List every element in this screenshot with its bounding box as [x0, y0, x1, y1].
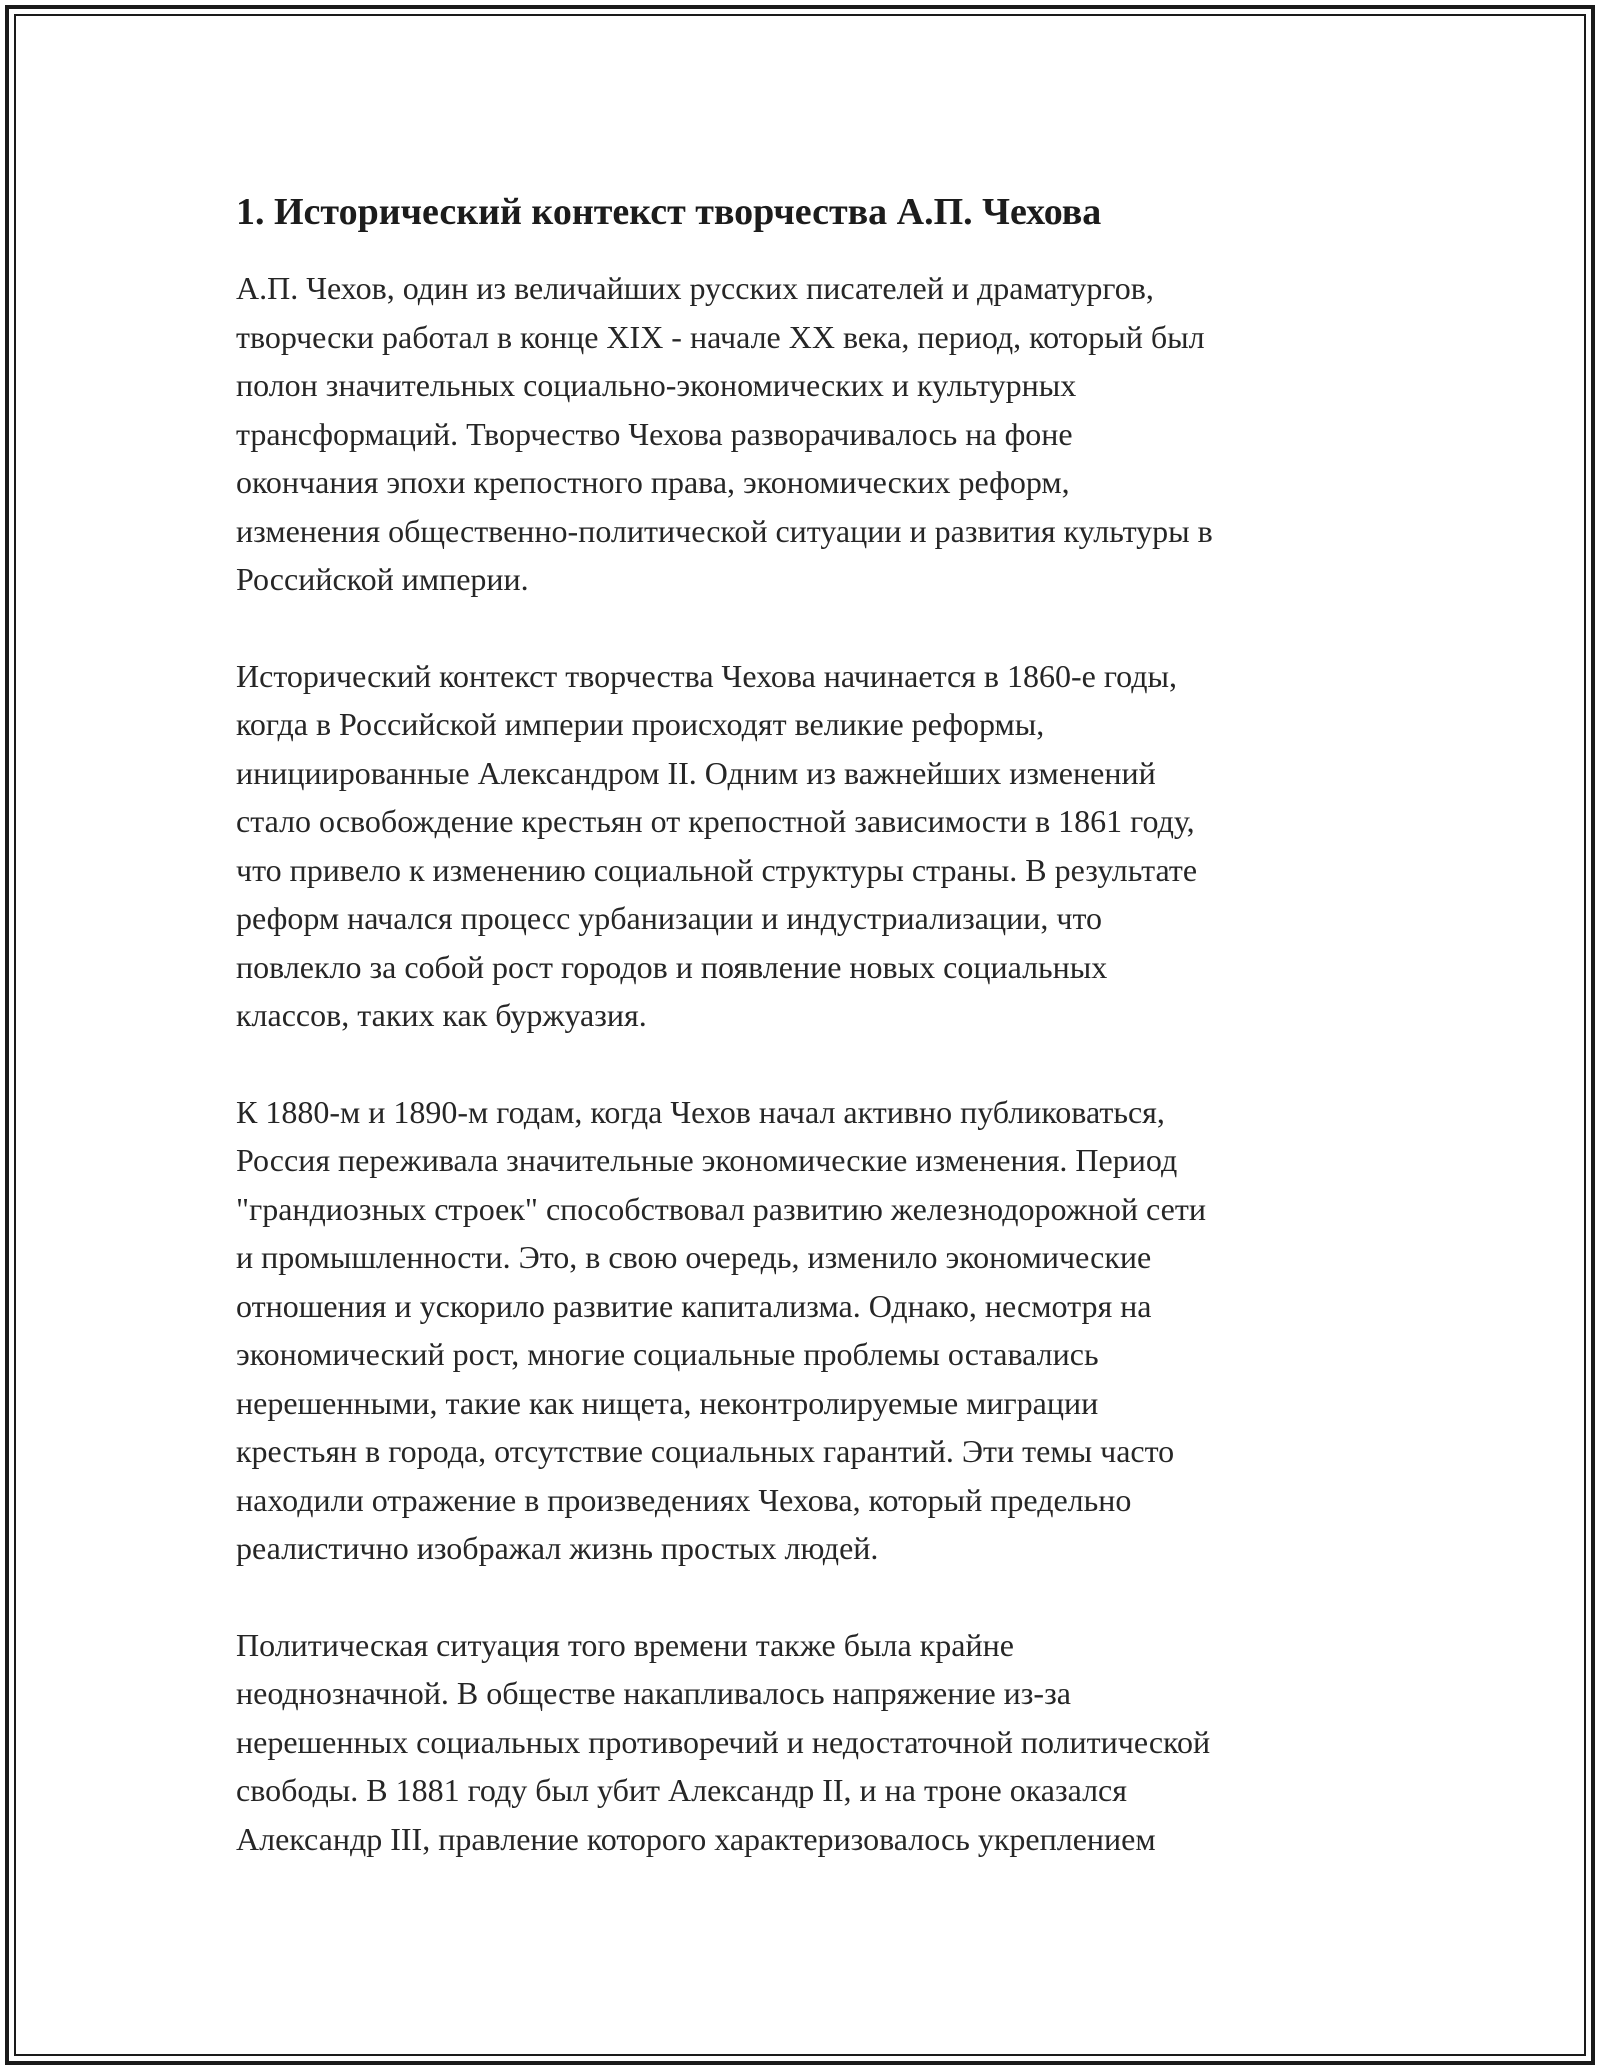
text-line: что привело к изменению социальной структуры страны. В результате — [236, 851, 1198, 888]
text-line: окончания эпохи крепостного права, экономических реформ, — [236, 464, 1070, 500]
text-line: "грандиозных строек" способствовал развитию железнодорожной сети — [236, 1190, 1206, 1227]
text-line: когда в Российской империи происходят великие реформы, — [236, 706, 1045, 742]
text-line: К 1880-м и 1890-м годам, когда Чехов начал активно публиковаться, — [236, 1093, 1165, 1130]
text-line: Исторический контекст творчества Чехова начинается в 1860-е годы, — [236, 657, 1178, 694]
paragraphs-container — [236, 264, 1386, 1863]
document-body — [236, 186, 1386, 1911]
text-line: неоднозначной. В обществе накапливалось напряжение из-за — [236, 1675, 1071, 1711]
text-line: классов, таких как буржуазия. — [236, 997, 647, 1033]
text-line: крестьян в города, отсутствие социальных гарантий. Эти темы часто — [236, 1433, 1175, 1469]
text-line: Россия переживала значительные экономические изменения. Период — [236, 1142, 1178, 1178]
paragraph — [236, 264, 1386, 604]
text-line: Российской империи. — [236, 561, 529, 597]
text-line: А.П. Чехов, один из величайших русских писателей и драматургов, — [236, 270, 1154, 306]
text-line: нерешенных социальных противоречий и недостаточной политической — [236, 1723, 1211, 1760]
paragraph — [236, 1621, 1386, 1864]
text-line: реформ начался процесс урбанизации и индустриализации, что — [236, 900, 1103, 936]
text-line: инициированные Александром II. Одним из важнейших изменений — [236, 754, 1156, 791]
paragraph — [236, 1088, 1386, 1573]
text-line: отношения и ускорило развитие капитализма. Однако, несмотря на — [236, 1287, 1152, 1324]
text-line: Политическая ситуация того времени также была крайне — [236, 1626, 1014, 1663]
text-line: экономический рост, многие социальные проблемы оставались — [236, 1336, 1099, 1372]
text-line: Александр III, правление которого характеризовалось укреплением — [236, 1820, 1156, 1857]
text-line: творчески работал в конце XIX - начале XX века, период, который был — [236, 318, 1205, 355]
paragraph — [236, 652, 1386, 1040]
text-line: полон значительных социально-экономических и культурных — [236, 367, 1077, 403]
text-line: стало освобождение крестьян от крепостной зависимости в 1861 году, — [236, 803, 1195, 839]
text-line: свободы. В 1881 году был убит Александр II, и на троне оказался — [236, 1772, 1127, 1808]
text-line: и промышленности. Это, в свою очередь, изменило экономические — [236, 1239, 1152, 1275]
text-line: изменения общественно-политической ситуации и развития культуры в — [236, 512, 1213, 549]
section-heading: 1. Исторический контекст творчества А.П. Чехова — [236, 191, 1102, 233]
text-line: трансформаций. Творчество Чехова разворачивалось на фоне — [236, 415, 1073, 452]
text-line: реалистично изображал жизнь простых людей. — [236, 1530, 879, 1566]
text-line: находили отражение в произведениях Чехова, который предельно — [236, 1481, 1132, 1518]
text-line: нерешенными, такие как нищета, неконтролируемые миграции — [236, 1384, 1099, 1421]
text-line: повлекло за собой рост городов и появление новых социальных — [236, 948, 1108, 985]
